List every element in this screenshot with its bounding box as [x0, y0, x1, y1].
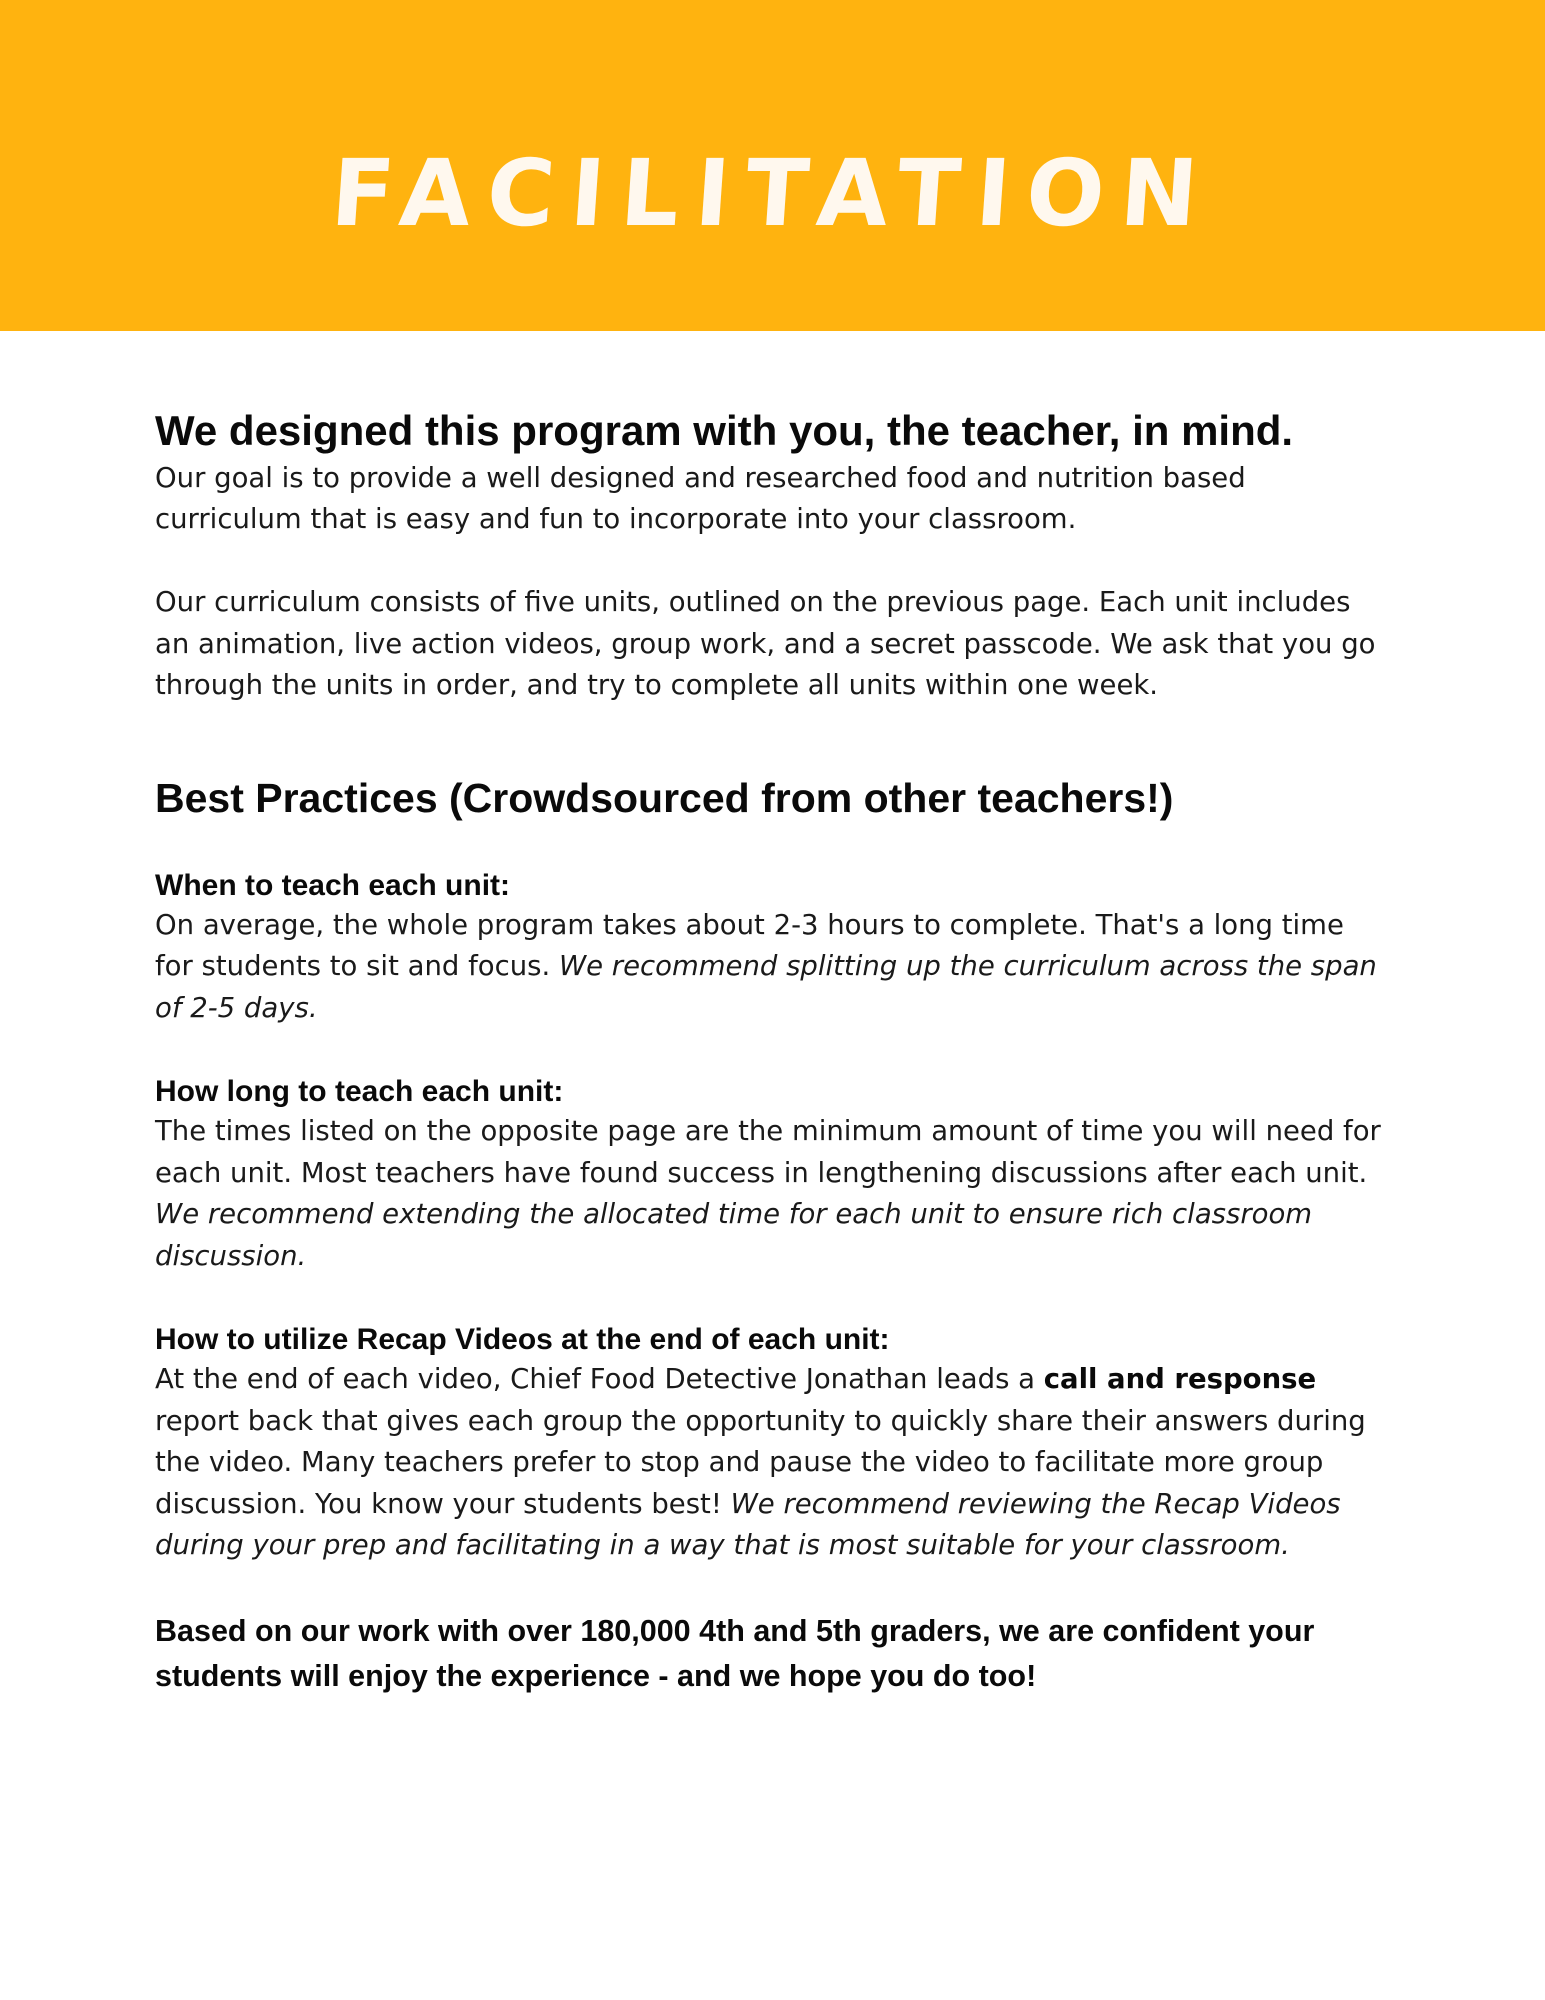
page-title: FACILITATION: [327, 140, 1218, 247]
intro-heading: We designed this program with you, the teacher, in mind.: [155, 407, 1294, 454]
section-text: On average, the whole program takes about 2-3 hours to complete. That's a long time for students to sit and focus.: [155, 908, 1344, 983]
section-heading-how-long: How long to teach each unit:: [155, 1075, 564, 1109]
section-body-when: [155, 905, 1385, 1030]
section-recommendation: We recommend splitting up the curriculum across the span of 2-5 days.: [155, 950, 1377, 1024]
intro-paragraph-curriculum: Our curriculum consists of five units, outlined on the previous page. Each unit includes an animation, live action videos, group work, and a secret passcode. We ask that you go through the units in order, and try to complete all units within one week.: [155, 586, 1376, 701]
section-how-long: [155, 1072, 1385, 1277]
section-when-to-teach: [155, 866, 1385, 1030]
best-practices-heading: Best Practices (Crowdsourced from other teachers!): [155, 774, 1174, 821]
section-text: The times listed on the opposite page are the minimum amount of time you will need for each unit. Most teachers have found success in lengthening discussions after each unit.: [155, 1115, 1381, 1189]
section-heading-recap: How to utilize Recap Videos at the end of each unit:: [155, 1323, 890, 1357]
intro-paragraph-goal: Our goal is to provide a well designed and researched food and nutrition based curriculum that is easy and fun to incorporate into your classroom.: [155, 461, 1246, 535]
section-text: At the end of each video, Chief Food Detective Jonathan leads a: [155, 1363, 1044, 1396]
section-recap-videos: [155, 1320, 1385, 1567]
call-and-response-term: call and response: [1043, 1363, 1317, 1396]
section-body-how-long: [155, 1111, 1385, 1277]
closing-statement: Based on our work with over 180,000 4th and 5th graders, we are confident your students will enjoy the experience - and we hope you do too!: [155, 1613, 1315, 1693]
section-heading-when: When to teach each unit:: [155, 868, 511, 902]
section-text: report back that gives each group the opportunity to quickly share their answers during the video. Many teachers prefer to stop and pause the video to facilitate more group discussion. You know your students best!: [155, 1404, 1366, 1520]
main-content: [155, 405, 1385, 1699]
header-banner: [0, 0, 1545, 331]
section-recommendation: We recommend extending the allocated time for each unit to ensure rich classroom discussion.: [155, 1198, 1313, 1272]
section-recommendation: We recommend reviewing the Recap Videos during your prep and facilitating in a way that is most suitable for your classroom.: [155, 1487, 1341, 1562]
section-body-recap: [155, 1359, 1385, 1567]
